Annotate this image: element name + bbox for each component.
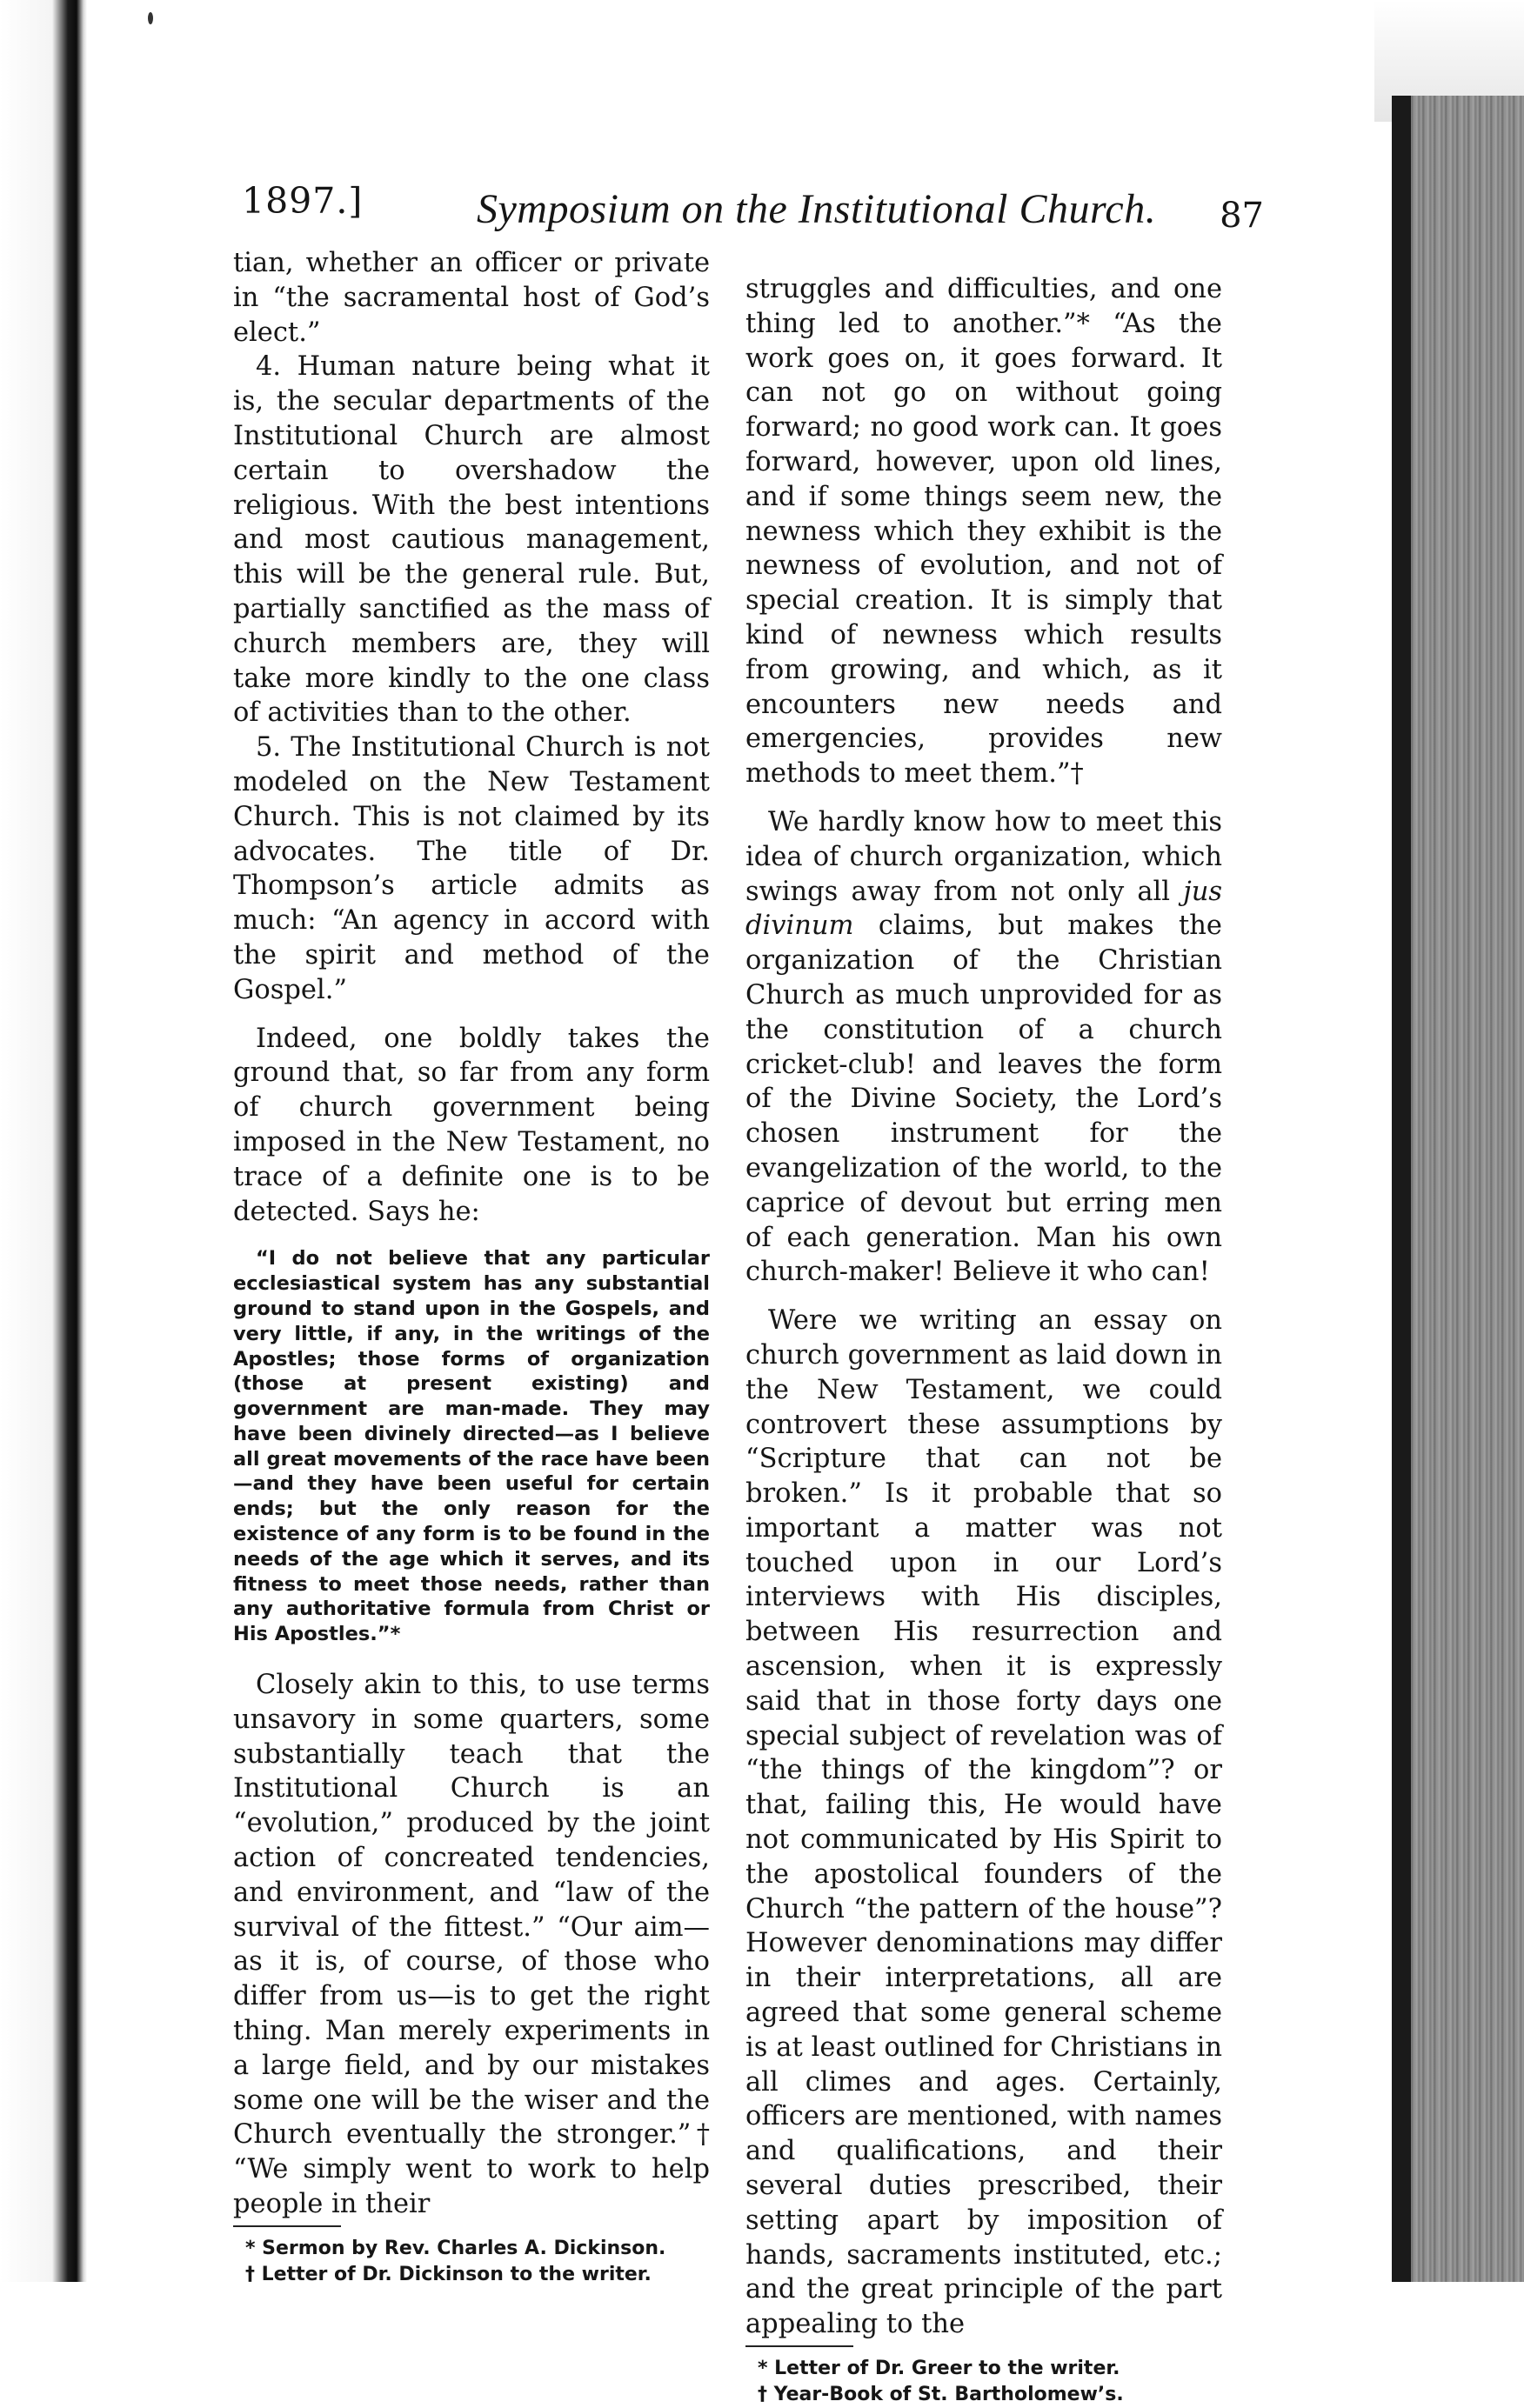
italic-term: jus divinum xyxy=(745,876,1222,942)
footnote: * Sermon by Rev. Charles A. Dickinson. xyxy=(245,2237,666,2259)
footnote: † Letter of Dr. Dickinson to the writer. xyxy=(245,2263,652,2285)
text-run: claims, but makes the organization of the Christian Church as much unprovided for as the constitution of a church cricket-club! and leaves the form of the Divine Society, the Lord’s chosen instrument for the evangelization of the world, to the caprice of devout but erring men of each generation. Man his own church-maker! Believe it who can! xyxy=(745,911,1222,1288)
right-column xyxy=(745,272,1222,2408)
footnote: * Letter of Dr. Greer to the writer. xyxy=(758,2358,1120,2380)
paragraph-point-5: 5. The Institutional Church is not modeled on the New Testament Church. This is not claimed by its advocates. The title of Dr. Thompson’s article admits as much: “An agency in accord with the spirit and method of the Gospel.” xyxy=(233,732,710,1005)
footnote: † Year-Book of St. Bartholomew’s. xyxy=(758,2384,1124,2406)
paragraph-closely-akin: Closely akin to this, to use terms unsavory in some quarters, some substantially teach that the Institutional Church is an “evolution,” produced by the joint action of concreated tendencies, and environment, and “law of the survival of the fittest.” “Our aim—as it is, of course, of those who differ from us—is to get the right thing. Man merely experiments in a large field, and by our mistakes some one will be the wiser and the Church eventually the stronger.”† “We simply went to work to help people in their xyxy=(233,1670,710,2220)
footnote-rule xyxy=(233,2225,341,2227)
left-column xyxy=(233,246,710,2288)
book-page-edges xyxy=(1392,96,1524,2282)
page-number: 87 xyxy=(1220,196,1264,236)
paragraph-indeed: Indeed, one boldly takes the ground that, so far from any form of church government being imposed in the New Testament, no trace of a definite one is to be detected. Says he: xyxy=(233,1023,710,1227)
paragraph-point-4: 4. Human nature being what it is, the secular departments of the Institutional Church are almost certain to overshadow the religious. With the best intentions and most cautious management, this will be the general rule. But, partially sanctified as the mass of church members are, they will take more kindly to the one class of activities than to the other. xyxy=(233,351,710,729)
book-gutter-shadow xyxy=(0,0,87,2282)
paragraph-continued: struggles and difficulties, and one thing led to another.”* “As the work goes on, it goes forward. It can not go on without going forward; no good work can. It goes forward, however, upon old lines, and if some things seem new, the newness which they exhibit is the newness of evolution, and not of special creation. It is simply that kind of newness which results from growing, and which, as it encounters new needs and emergencies, provides new methods to meet them.”† xyxy=(745,274,1222,790)
paragraph-were-we-writing: Were we writing an essay on church government as laid down in the New Testament, we could controvert these assumptions by “Scripture that can not be broken.” Is it probable that so important a matter was not touched upon in our Lord’s interviews with His disciples, between His resurrection and ascension, when it is expressly said that in those forty days one special subject of revelation was of “the things of the kingdom”? or that, failing this, He would have not communicated by His Spirit to the apostolical founders of the Church “the pattern of the house”? However denominations may differ in their interpretations, all are agreed that some general scheme is at least outlined for Christians in all climes and ages. Certainly, officers are mentioned, with names and qualifications, and their several duties prescribed, their setting apart by imposition of hands, sacraments instituted, etc.; and the great principle of the part appealing to the xyxy=(745,1305,1222,2340)
dust-speck xyxy=(148,12,153,24)
text-run: We hardly know how to meet this idea of church organization, which swings away from not only all xyxy=(745,806,1222,907)
footnote-rule xyxy=(745,2345,853,2347)
block-quote: “I do not believe that any particular ecclesiastical system has any substantial ground to stand upon in the Gospels, and very little, if any, in the writings of the Apostles; those forms of organization (those at present existing) and government are man-made. They may have been divinely directed—as I believe all great movements of the race have been—and they have been useful for certain ends; but the only reason for the existence of any form is to be found in the needs of the age which it serves, and its fitness to meet those needs, rather than any authoritative formula from Christ or His Apostles.”* xyxy=(233,1247,710,1646)
header-title: Symposium on the Institutional Church. xyxy=(477,186,1157,232)
paragraph-continued: tian, whether an officer or private in “the sacramental host of God’s elect.” xyxy=(233,248,710,348)
running-header xyxy=(242,170,1264,239)
header-year: 1897.] xyxy=(242,180,364,222)
paragraph-we-hardly-know xyxy=(745,805,1222,1290)
